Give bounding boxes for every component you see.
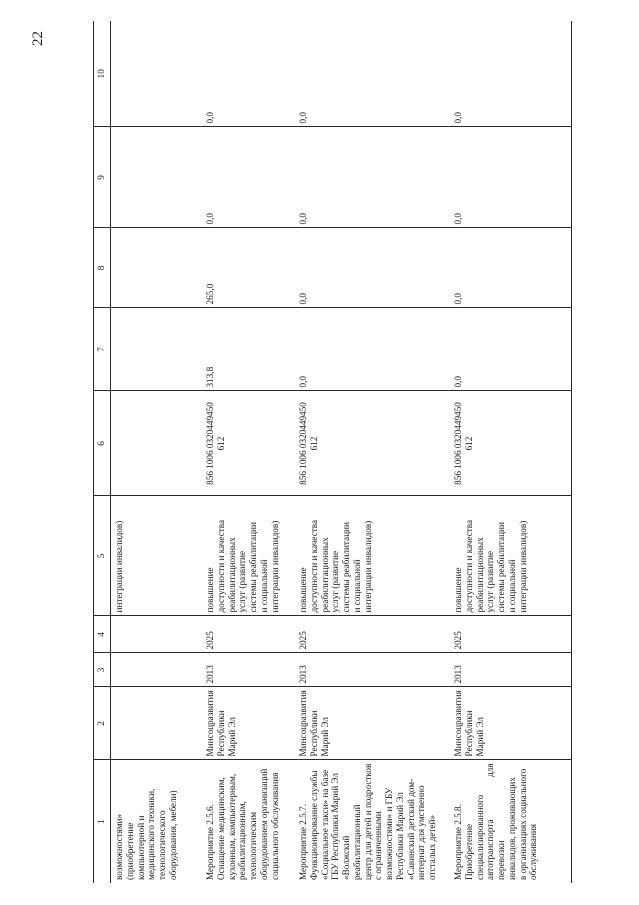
header-cell: 8 xyxy=(94,228,111,308)
text-line: медицинского техники, xyxy=(146,788,157,880)
text-line: интернат для умственно xyxy=(416,785,427,880)
text-line: и социальной xyxy=(258,559,269,613)
text-line: интеграции инвалидов) xyxy=(114,520,124,613)
text-line: Республики xyxy=(308,710,319,757)
text-line: возможностями» и ГБУ xyxy=(384,787,395,880)
text-line: оборудованием организаций xyxy=(258,768,269,880)
result-cell xyxy=(111,496,203,616)
text-line: обслуживания xyxy=(528,823,539,880)
header-cell: 6 xyxy=(94,391,111,496)
executor-cell xyxy=(111,687,203,760)
budget-code-cell xyxy=(202,391,295,496)
text-line: Мероприятие 2.5.7. xyxy=(298,804,308,880)
end-year-cell: 2025 xyxy=(450,616,572,653)
header-cell: 2 xyxy=(94,687,111,760)
value-cell: 0,0 xyxy=(450,21,572,127)
value-cell xyxy=(111,228,203,308)
measure-name-cell xyxy=(450,760,572,883)
text-line: Марий Эл xyxy=(319,717,330,757)
value-cell: 0,0 xyxy=(450,228,572,308)
value-cell: 0,0 xyxy=(295,308,450,391)
text-line: Республики Марий Эл xyxy=(394,792,405,880)
text-line: 612 xyxy=(463,436,474,451)
text-line: доступности и качества xyxy=(215,519,226,613)
text-line: «Савинский детский дом- xyxy=(405,778,416,880)
table-row xyxy=(450,21,572,883)
table-row xyxy=(202,21,295,883)
text-line: центр для детей и подростков xyxy=(362,763,373,880)
text-line: автотранспорта для перевозки xyxy=(485,763,507,880)
text-line: в организациях социального xyxy=(517,768,528,880)
header-cell: 4 xyxy=(94,616,111,653)
text-line: реабилитационных xyxy=(226,537,237,613)
text-line: реабилитационных xyxy=(474,537,485,613)
budget-code-cell xyxy=(111,391,203,496)
header-cell: 7 xyxy=(94,308,111,391)
measure-name-cell xyxy=(111,760,203,883)
text-line: системы реабилитации xyxy=(496,522,507,613)
executor-cell xyxy=(295,687,450,760)
value-cell: 0,0 xyxy=(450,308,572,391)
text-line: Марий Эл xyxy=(474,717,485,757)
budget-code-cell xyxy=(295,391,450,496)
text-line: технологическим xyxy=(248,811,259,880)
text-line: технологического xyxy=(157,810,168,880)
text-line: реабилитационных xyxy=(319,537,330,613)
text-line: 612 xyxy=(215,436,226,451)
text-line: Минсоцразвития xyxy=(205,690,215,757)
text-line: Приобретение xyxy=(463,823,474,880)
text-line: Функционирование службы xyxy=(308,770,319,880)
value-cell: 0,0 xyxy=(450,127,572,228)
value-cell: 0,0 xyxy=(295,21,450,127)
measures-table xyxy=(93,21,572,883)
text-line: Марий Эл xyxy=(226,717,237,757)
text-line: возможностями» (приобретение xyxy=(114,813,135,880)
result-cell xyxy=(295,496,450,616)
text-line: и социальной xyxy=(351,559,362,613)
text-line: повышение xyxy=(205,567,215,613)
value-cell xyxy=(111,308,203,391)
result-cell xyxy=(202,496,295,616)
start-year-cell: 2013 xyxy=(202,653,295,687)
text-line: реабилитационным, xyxy=(237,801,248,880)
text-line: Оснащение медицинским, xyxy=(215,777,226,880)
text-line: компьютерной и xyxy=(135,815,146,880)
page-number: 22 xyxy=(30,31,46,46)
value-cell: 0,0 xyxy=(202,21,295,127)
text-line: Мероприятие 2.5.8. xyxy=(453,804,463,880)
text-line: системы реабилитации xyxy=(248,522,259,613)
text-line: интеграции инвалидов) xyxy=(517,520,528,613)
text-line: услуг (развитие xyxy=(330,550,341,613)
text-line: оборудования, мебели) xyxy=(167,790,178,880)
value-cell: 0,0 xyxy=(295,228,450,308)
value-cell xyxy=(111,127,203,228)
text-line: Мероприятие 2.5.6. xyxy=(205,804,215,880)
header-cell: 9 xyxy=(94,127,111,228)
text-line: 612 xyxy=(308,436,319,451)
text-line: Минсоцразвития xyxy=(453,690,463,757)
value-cell: 0,0 xyxy=(295,127,450,228)
text-line: повышение xyxy=(453,567,463,613)
table-header-row xyxy=(94,21,111,883)
text-line: интеграции инвалидов) xyxy=(362,520,373,613)
text-line: услуг (развитие xyxy=(237,550,248,613)
text-line: «Волжский реабилитационный xyxy=(341,804,362,880)
text-line: инвалидов, проживающих xyxy=(506,777,517,880)
measure-name-cell xyxy=(202,760,295,883)
start-year-cell: 2013 xyxy=(295,653,450,687)
start-year-cell: 2013 xyxy=(450,653,572,687)
text-line: доступности и качества xyxy=(463,519,474,613)
value-cell: 265,0 xyxy=(202,228,295,308)
text-line: повышение xyxy=(298,567,308,613)
text-line: с ограниченными xyxy=(373,811,384,880)
value-cell xyxy=(111,21,203,127)
text-line: кухонным, компьютерным, xyxy=(226,773,237,880)
text-line: «Социальное такси» на базе xyxy=(319,769,330,880)
text-line: 856 1006 0320449450 xyxy=(453,402,463,485)
text-line: интеграции инвалидов) xyxy=(269,520,280,613)
text-line: доступности и качества xyxy=(308,519,319,613)
executor-cell xyxy=(202,687,295,760)
value-cell: 0,0 xyxy=(202,127,295,228)
result-cell xyxy=(450,496,572,616)
value-cell: 313,8 xyxy=(202,308,295,391)
text-line: Республики xyxy=(215,710,226,757)
measure-name-cell xyxy=(295,760,450,883)
text-line: услуг (развитие xyxy=(485,550,496,613)
text-line: Минсоцразвития xyxy=(298,690,308,757)
text-line: и социальной xyxy=(506,559,517,613)
text-line: Республики xyxy=(463,710,474,757)
table-row xyxy=(295,21,450,883)
executor-cell xyxy=(450,687,572,760)
end-year-cell xyxy=(111,616,203,653)
text-line: специализированного xyxy=(474,794,485,880)
budget-code-cell xyxy=(450,391,572,496)
end-year-cell: 2025 xyxy=(295,616,450,653)
text-line: 856 1006 0320449450 xyxy=(298,402,308,485)
header-cell: 3 xyxy=(94,653,111,687)
text-line: отсталых детей» xyxy=(427,815,438,880)
header-cell: 5 xyxy=(94,496,111,616)
start-year-cell xyxy=(111,653,203,687)
text-line: ГБУ Республики Марий Эл xyxy=(330,773,341,880)
end-year-cell: 2025 xyxy=(202,616,295,653)
header-cell: 1 xyxy=(94,760,111,883)
table-row xyxy=(111,21,203,883)
text-line: социального обслуживания xyxy=(269,772,280,880)
header-cell: 10 xyxy=(94,21,111,127)
text-line: системы реабилитации xyxy=(341,522,352,613)
text-line: 856 1006 0320449450 xyxy=(205,402,215,485)
